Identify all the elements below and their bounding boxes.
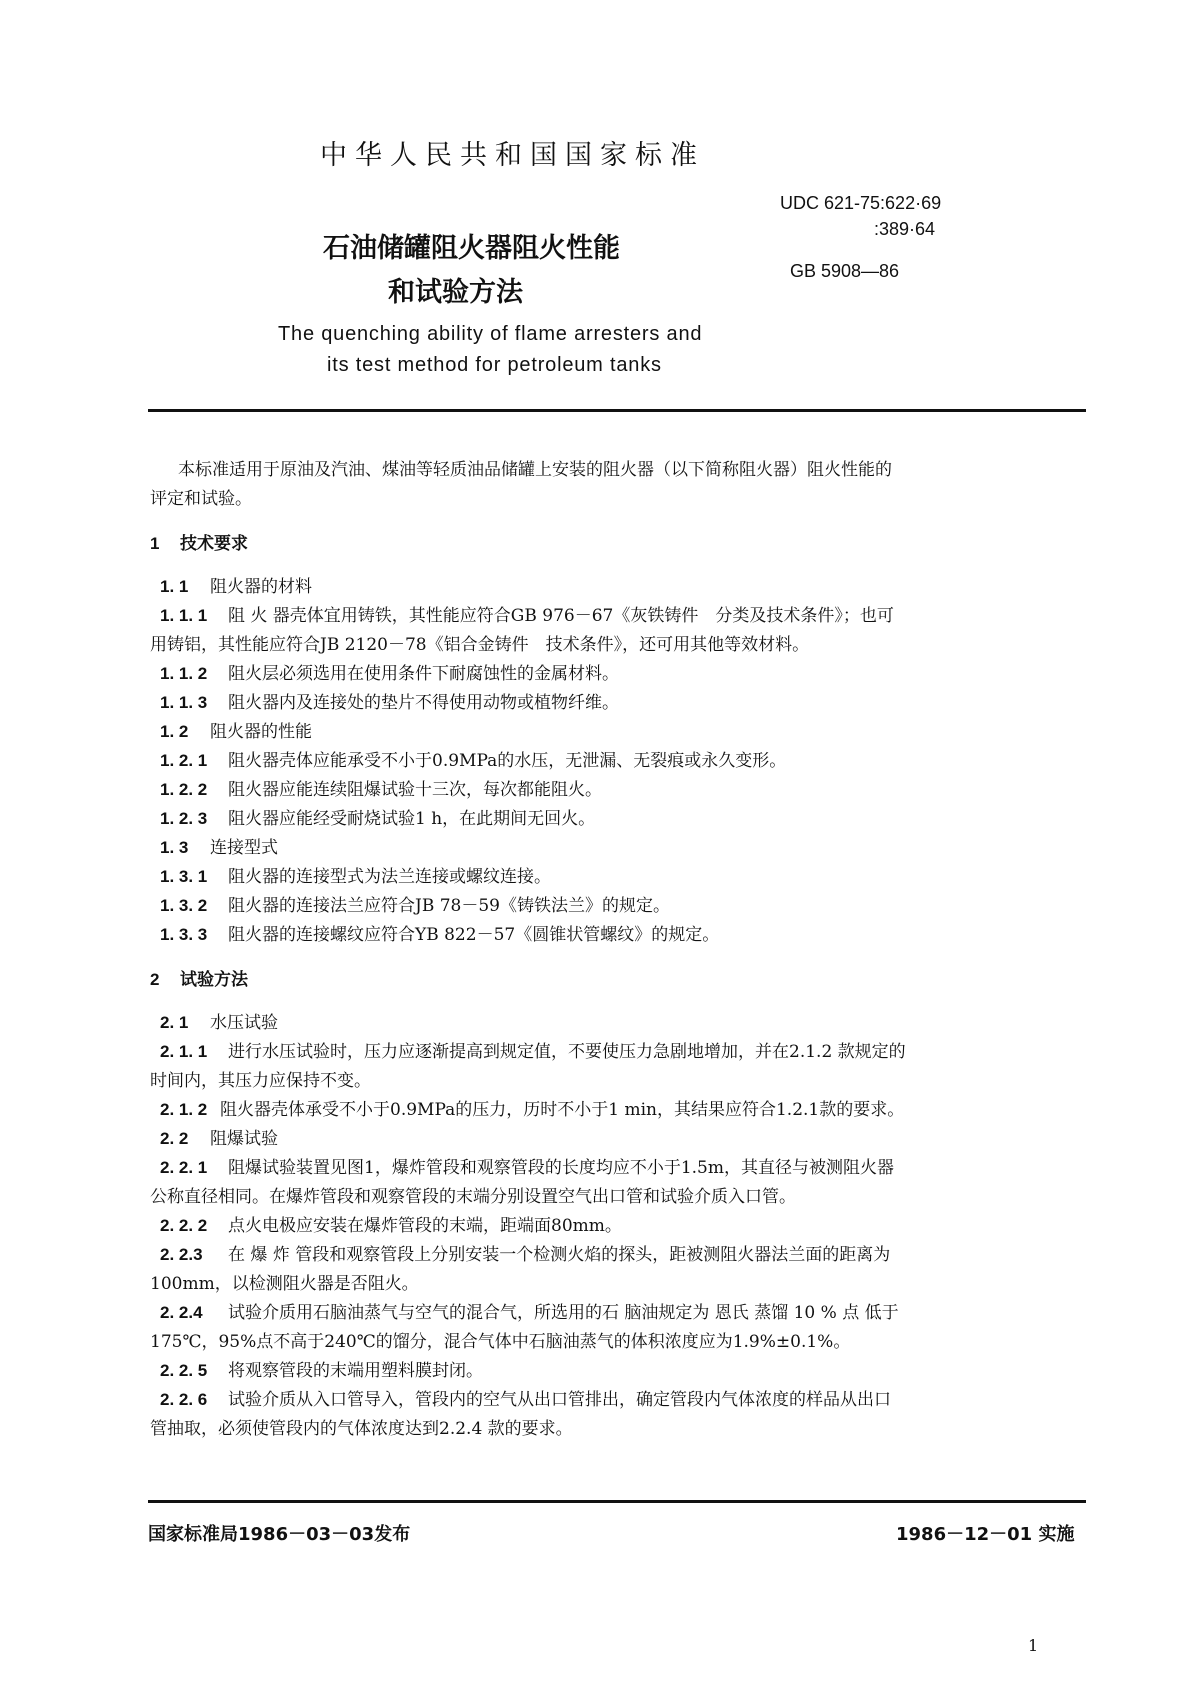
country-standard-heading: 中华人民共和国国家标准 <box>320 140 705 171</box>
document-title-line2: 和试验方法 <box>388 277 523 308</box>
header-divider <box>148 409 1086 412</box>
clause: 2. 2. 6 试验介质从入口管导入，管段内的空气从出口管排出，确定管段内气体浓度的样品从出口 <box>160 1390 891 1410</box>
clause: 2. 1. 1 进行水压试验时，压力应逐渐提高到规定值，不要使压力急剧地增加，并在2.1.2 款规定的 <box>160 1042 906 1062</box>
footer-divider <box>148 1500 1086 1503</box>
clause-continuation: 175℃，95%点不高于240℃的馏分，混合气体中石脑油蒸气的体积浓度应为1.9%±0.1%。 <box>150 1332 851 1352</box>
clause-continuation: 用铸铝，其性能应符合JB 2120－78《铝合金铸件 技术条件》，还可用其他等效材料。 <box>150 635 810 655</box>
clause: 1. 3. 3 阻火器的连接螺纹应符合YB 822－57《圆锥状管螺纹》的规定。 <box>160 925 720 945</box>
clause: 2. 1. 2 阻火器壳体承受不小于0.9MPa的压力，历时不小于1 min，其结果应符合1.2.1款的要求。 <box>160 1100 905 1120</box>
section-heading: 1 技术要求 <box>150 534 248 554</box>
clause: 1. 3. 2 阻火器的连接法兰应符合JB 78－59《铸铁法兰》的规定。 <box>160 896 670 916</box>
clause-continuation: 管抽取，必须使管段内的气体浓度达到2.2.4 款的要求。 <box>150 1419 573 1439</box>
clause: 1. 1. 2 阻火层必须选用在使用条件下耐腐蚀性的金属材料。 <box>160 664 619 684</box>
intro-line1: 本标准适用于原油及汽油、煤油等轻质油品储罐上安装的阻火器（以下简称阻火器）阻火性能的 <box>178 460 892 480</box>
intro-line2: 评定和试验。 <box>150 489 252 509</box>
document-title-line1: 石油储罐阻火器阻火性能 <box>323 233 620 264</box>
effective-date: 1986－12－01 实施 <box>896 1524 1075 1545</box>
udc-code-line1: UDC 621-75:622·69 <box>780 193 942 213</box>
clause: 2. 2 阻爆试验 <box>160 1129 278 1149</box>
section-heading: 2 试验方法 <box>150 970 248 990</box>
english-title-line1: The quenching ability of flame arresters and <box>278 323 703 345</box>
clause: 2. 2. 1 阻爆试验装置见图1，爆炸管段和观察管段的长度均应不小于1.5m，其直径与被测阻火器 <box>160 1158 894 1178</box>
issue-date: 国家标准局1986－03－03发布 <box>148 1524 411 1545</box>
page-number: 1 <box>1028 1636 1039 1655</box>
udc-code-line2: :389·64 <box>874 219 936 239</box>
clause: 2. 2.4 试验介质用石脑油蒸气与空气的混合气，所选用的石 脑油规定为 恩氏 蒸馏 10 % 点 低于 <box>160 1303 899 1323</box>
clause: 1. 1. 1 阻 火 器壳体宜用铸铁，其性能应符合GB 976－67《灰铁铸件 分类及技术条件》；也可 <box>160 606 894 626</box>
clause: 1. 3. 1 阻火器的连接型式为法兰连接或螺纹连接。 <box>160 867 551 887</box>
clause-continuation: 公称直径相同。在爆炸管段和观察管段的末端分别设置空气出口管和试验介质入口管。 <box>150 1187 796 1207</box>
clause: 1. 1 阻火器的材料 <box>160 577 312 597</box>
clause-continuation: 时间内，其压力应保持不变。 <box>150 1071 371 1091</box>
clause: 1. 2 阻火器的性能 <box>160 722 312 742</box>
clause: 2. 2.3 在 爆 炸 管段和观察管段上分别安装一个检测火焰的探头，距被测阻火器法兰面的距离为 <box>160 1245 891 1265</box>
clause: 1. 1. 3 阻火器内及连接处的垫片不得使用动物或植物纤维。 <box>160 693 619 713</box>
clause: 1. 2. 3 阻火器应能经受耐烧试验1 h，在此期间无回火。 <box>160 809 596 829</box>
english-title-line2: its test method for petroleum tanks <box>327 354 662 376</box>
clause: 1. 3 连接型式 <box>160 838 278 858</box>
clause: 1. 2. 2 阻火器应能连续阻爆试验十三次，每次都能阻火。 <box>160 780 602 800</box>
gb-code: GB 5908—86 <box>790 261 900 281</box>
clause: 2. 2. 5 将观察管段的末端用塑料膜封闭。 <box>160 1361 483 1381</box>
clause: 2. 1 水压试验 <box>160 1013 278 1033</box>
clause: 2. 2. 2 点火电极应安装在爆炸管段的末端，距端面80mm。 <box>160 1216 622 1236</box>
clause-continuation: 100mm，以检测阻火器是否阻火。 <box>150 1274 419 1294</box>
clause: 1. 2. 1 阻火器壳体应能承受不小于0.9MPa的水压，无泄漏、无裂痕或永久变形。 <box>160 751 787 771</box>
